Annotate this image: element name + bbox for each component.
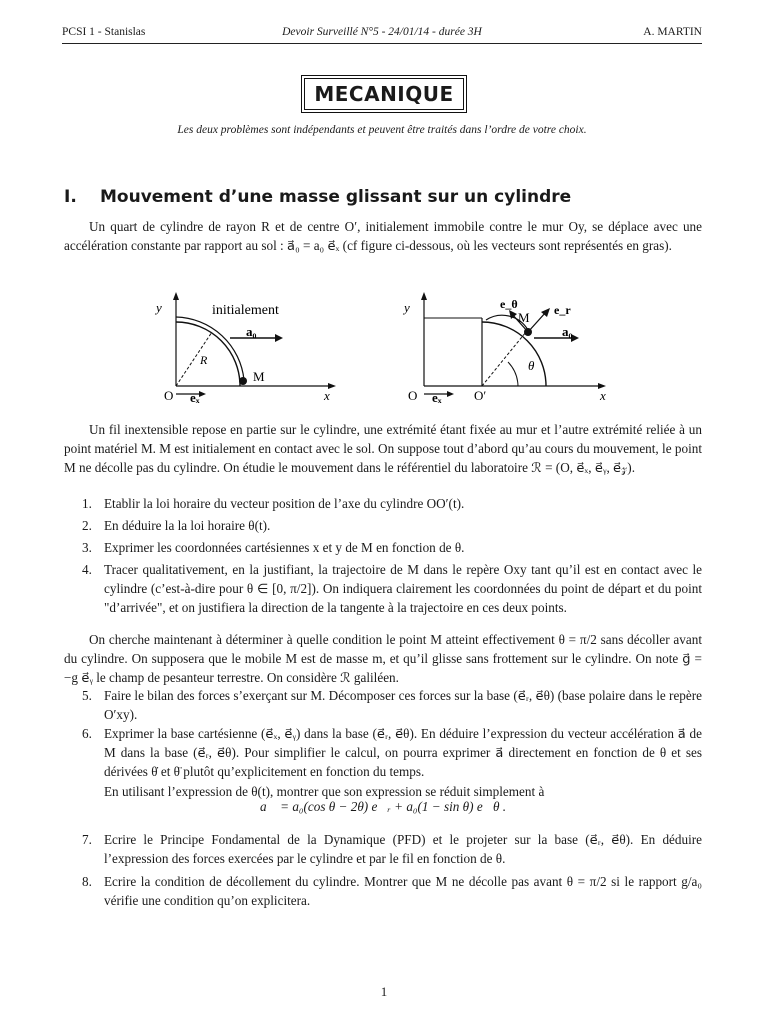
acceleration-equation: a⃗ = a₀(cos θ − 2θ) e⃗ᵣ + a₀(1 − sin θ) e⃗θ . [259, 799, 507, 814]
question-number: 8. [82, 874, 92, 889]
question-extra: En utilisant l’expression de θ(t), montrer que son expression se réduit simplement à [104, 783, 545, 799]
paragraph-2: Un fil inextensible repose en partie sur le cylindre, une extrémité étant fixée au mur et l’autre extrémité reliée à un point matériel M. M est initialement en contact avec le sol. On suppose tout d’abord qu’au cours du mouvement, le point M ne décolle pas du cylindre. On étudie le mouvement dans le référentiel du laboratoire ℛ = (O, e⃗ₓ, e⃗ᵧ, e⃗𝓏). [64, 422, 702, 476]
label-ex: eₓ [432, 390, 442, 405]
question-number: 6. [82, 726, 92, 741]
label-y: y [404, 300, 410, 315]
question-text: Tracer qualitativement, en la justifiant, la trajectoire de M dans le repère Oxy tant qu’il est en contact avec le cylindre (c’est-à-dire pour θ ∈ [0, π/2]). On indiquera clairement les coordonnées du point de départ et du point "d’arrivée", et on justifiera la direction de la tangente à la trajectoire en ces deux points. [104, 562, 702, 616]
label-er: e_r [554, 303, 571, 317]
question-text: Ecrire le Principe Fondamental de la Dynamique (PFD) et le projeter sur la base (e⃗ᵣ, e⃗θ). En déduire l’expression des forces exercées par le cylindre et par le fil en fonction de θ. [104, 832, 702, 867]
section-title: Mouvement d’une masse glissant sur un cylindre [100, 187, 572, 207]
question-text: Exprimer la base cartésienne (e⃗ₓ, e⃗ᵧ) dans la base (e⃗ᵣ, e⃗θ). En déduire l’expression du vecteur accélération a⃗ de M dans la base (e⃗ᵣ, e⃗θ). Pour simplifier le calcul, on pourra exprimer a⃗ directement en fonction de θ et ses dérivées θ̇ et θ̈ plutôt qu’explicitement en fonction du temps. [104, 726, 702, 780]
label-x: x [600, 388, 606, 403]
question-text: Exprimer les coordonnées cartésiennes x et y de M en fonction de θ. [104, 540, 465, 555]
question-text: En déduire la la loi horaire θ(t). [104, 518, 271, 533]
question-7 [64, 830, 702, 868]
ex-arrow [447, 391, 454, 397]
question-8 [64, 872, 702, 910]
question-text: Etablir la loi horaire du vecteur position de l’axe du cylindre OO′(t). [104, 496, 465, 511]
question-number: 1. [82, 496, 92, 511]
theta-arc [508, 362, 518, 386]
label-R: R [200, 353, 208, 367]
a0-arrow [275, 334, 283, 342]
intro-text: Les deux problèmes sont indépendants et peuvent être traités dans l’ordre de votre choix. [177, 124, 587, 136]
label-y: y [156, 300, 162, 315]
question-2 [64, 516, 702, 535]
label-Oprime: O′ [474, 388, 487, 403]
label-initialement: initialement [212, 303, 279, 318]
question-text: Ecrire la condition de décollement du cylindre. Montrer que M ne décolle pas avant θ = π/2 si le rapport g/a₀ vérifie une condition qu’on explicitera. [104, 874, 702, 909]
question-5 [64, 686, 702, 724]
label-a0: a₀ [562, 324, 573, 339]
page-number: 1 [380, 984, 388, 999]
label-ex: eₓ [190, 390, 200, 405]
section-number: I. [64, 187, 77, 207]
header-center: Devoir Surveillé N°5 - 24/01/14 - durée 3H [282, 26, 482, 38]
question-3 [64, 538, 702, 557]
document-title: MECANIQUE [304, 78, 464, 110]
page-header [62, 26, 702, 44]
question-number: 5. [82, 688, 92, 703]
question-number: 2. [82, 518, 92, 533]
figure-initial [150, 292, 350, 410]
er-vector [528, 312, 546, 332]
label-M: M [253, 369, 265, 384]
cylinder-arc [482, 322, 546, 386]
label-M: M [518, 310, 530, 325]
question-text: Faire le bilan des forces s’exerçant sur M. Décomposer ces forces sur la base (e⃗ᵣ, e⃗θ) (base polaire dans le repère O′xy). [104, 688, 702, 723]
question-1 [64, 494, 702, 513]
header-right: A. MARTIN [643, 26, 702, 38]
paragraph-3: On cherche maintenant à déterminer à quelle condition le point M atteint effectivement θ = π/2 sans décoller avant du cylindre. On supposera que le mobile M est de masse m, et qu’il glisse sans frottement sur le cylindre. On note g⃗ = −g e⃗ᵧ le champ de pesanteur terrestre. On considère ℛ galiléen. [64, 632, 702, 686]
label-etheta: e_θ [500, 297, 518, 311]
y-axis-arrow [173, 292, 179, 300]
y-axis-arrow [421, 292, 427, 300]
radius-line [482, 332, 526, 386]
ex-arrow [199, 391, 206, 397]
figure-moving [398, 292, 620, 410]
label-a0: a₀ [246, 324, 257, 339]
mass-point [239, 377, 247, 385]
label-O: O [164, 388, 174, 403]
question-number: 3. [82, 540, 92, 555]
question-number: 4. [82, 562, 92, 577]
section-heading [64, 187, 571, 207]
question-4 [64, 560, 702, 618]
header-left: PCSI 1 - Stanislas [62, 26, 146, 38]
question-6 [64, 724, 702, 801]
label-O: O [408, 388, 418, 403]
wire-arc [176, 317, 244, 380]
label-theta: θ [528, 358, 535, 373]
label-x: x [324, 388, 330, 403]
cylinder-arc [176, 322, 240, 386]
header-rule [62, 43, 702, 44]
paragraph-1: Un quart de cylindre de rayon R et de centre O′, initialement immobile contre le mur Oy, se déplace avec une accélération constante par rapport au sol : a⃗₀ = a₀ e⃗ₓ (cf figure ci-dessous, où les vecteurs sont représentés en gras). [64, 219, 702, 254]
question-number: 7. [82, 832, 92, 847]
